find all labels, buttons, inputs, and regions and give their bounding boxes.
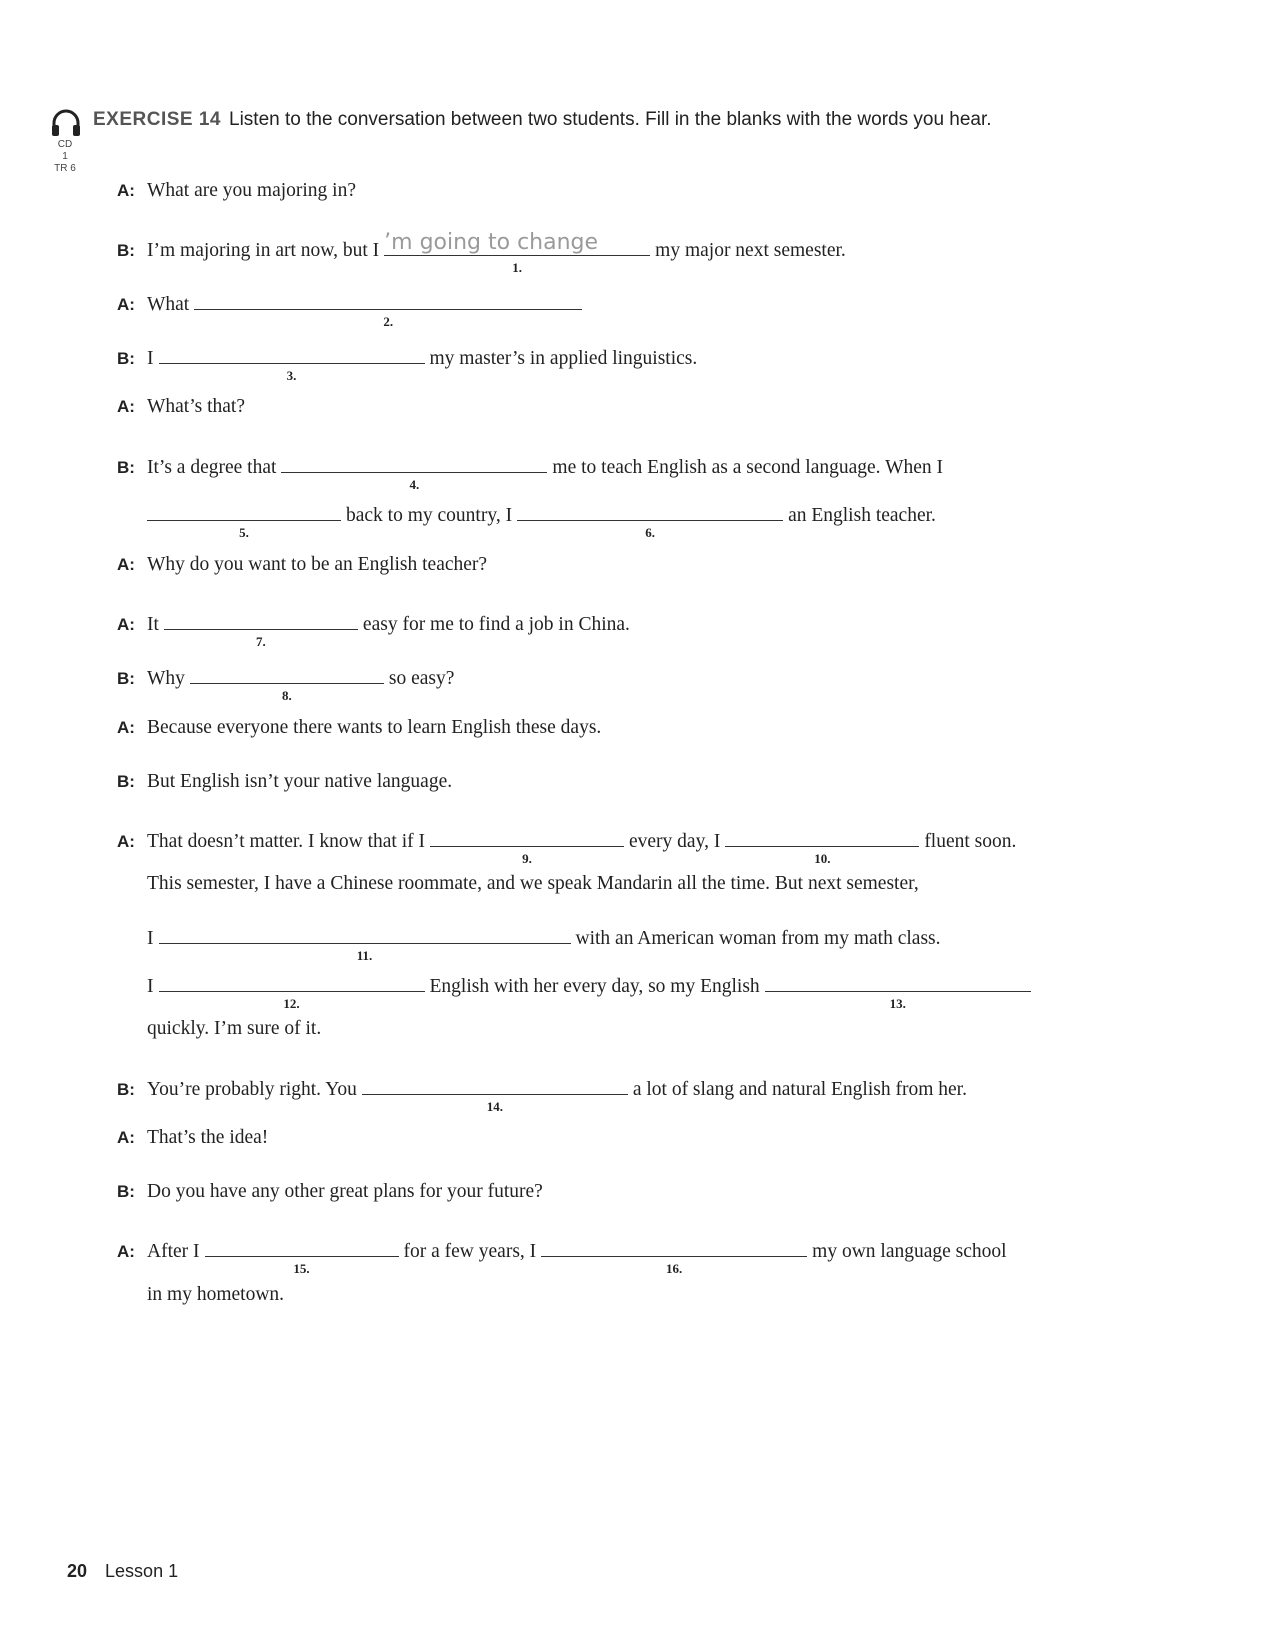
speaker-label: A: [117, 295, 135, 314]
blank-number: 14. [486, 1099, 503, 1114]
speaker-label: A: [117, 1242, 135, 1261]
line-text: with an American woman from my math class. [575, 928, 941, 949]
line-text: Why [147, 668, 185, 689]
line-text: quickly. I’m sure of it. [147, 1018, 322, 1039]
lesson-label: Lesson 1 [105, 1561, 179, 1581]
line-text: in my hometown. [147, 1284, 285, 1305]
speaker-label: A: [117, 718, 135, 737]
dialogue-line [117, 1073, 967, 1129]
blank-number: 13. [889, 996, 906, 1011]
line-text: That’s the idea! [147, 1127, 269, 1148]
speaker-label: B: [117, 1080, 135, 1099]
line-text: That doesn’t matter. I know that if I [147, 831, 425, 852]
cd-number: CD 1 [57, 139, 73, 162]
dialogue-line [147, 1284, 284, 1340]
line-text: fluent soon. [924, 831, 1017, 852]
dialogue-line [147, 873, 919, 929]
speaker-label: A: [117, 615, 135, 634]
dialogue-line [117, 342, 697, 398]
line-text: You’re probably right. You [147, 1079, 357, 1100]
dialogue-line [117, 1127, 268, 1183]
answer-blank-13[interactable] [765, 970, 1031, 1011]
dialogue-line [117, 608, 630, 664]
line-text: But English isn’t your native language. [147, 771, 453, 792]
blank-number: 11. [356, 948, 373, 963]
line-text: my major next semester. [655, 240, 846, 261]
answer-blank-12[interactable] [159, 970, 425, 1011]
exercise-instructions [93, 106, 993, 134]
line-text: I’m majoring in art now, but I [147, 240, 380, 261]
answer-blank-3[interactable] [159, 342, 425, 383]
line-text: my own language school [812, 1241, 1007, 1262]
line-text: a lot of slang and natural English from her. [632, 1079, 967, 1100]
line-text: me to teach English as a second language. When I [552, 457, 943, 478]
dialogue-line [117, 396, 245, 452]
answer-blank-5[interactable] [147, 499, 341, 540]
instruction-text: Listen to the conversation between two students. Fill in the blanks with the words you hear. [229, 109, 992, 130]
dialogue-line [117, 717, 601, 773]
line-text: It [147, 614, 159, 635]
dialogue-line [117, 662, 454, 718]
dialogue-line [117, 1235, 1007, 1291]
dialogue-line [117, 554, 487, 610]
exercise-label: EXERCISE 14 [93, 109, 221, 130]
answer-blank-6[interactable] [517, 499, 783, 540]
line-text: What’s that? [147, 396, 246, 417]
headphones-icon [50, 108, 82, 140]
dialogue-line [117, 180, 356, 236]
dialogue-line [117, 1181, 543, 1237]
cd-track-label [54, 139, 76, 175]
answer-blank-7[interactable] [164, 608, 358, 649]
answer-blank-14[interactable] [362, 1073, 628, 1114]
speaker-label: A: [117, 555, 135, 574]
speaker-label: B: [117, 1182, 135, 1201]
speaker-label: B: [117, 241, 135, 260]
line-text: After I [147, 1241, 200, 1262]
line-text: It’s a degree that [147, 457, 277, 478]
answer-blank-11[interactable] [159, 922, 571, 963]
line-text: What [147, 294, 190, 315]
speaker-label: B: [117, 772, 135, 791]
dialogue-line [147, 499, 936, 555]
line-text: an English teacher. [788, 505, 936, 526]
speaker-label: A: [117, 1128, 135, 1147]
answer-blank-9[interactable] [430, 825, 624, 866]
line-text: for a few years, I [403, 1241, 537, 1262]
speaker-label: B: [117, 669, 135, 688]
speaker-label: A: [117, 832, 135, 851]
line-text: I [147, 928, 154, 949]
answer-blank-2[interactable] [194, 288, 582, 329]
answer-blank-10[interactable] [725, 825, 919, 866]
dialogue-line [117, 771, 452, 827]
dialogue-line [117, 288, 587, 344]
handwritten-answer: ’m going to change [384, 230, 599, 255]
line-text: English with her every day, so my English [429, 976, 760, 997]
line-text: Because everyone there wants to learn English these days. [147, 717, 602, 738]
blank-number: 10. [814, 851, 831, 866]
blank-number: 6. [645, 525, 655, 540]
line-text: back to my country, I [346, 505, 513, 526]
track-number: TR 6 [54, 163, 76, 174]
speaker-label: A: [117, 397, 135, 416]
line-text: my master’s in applied linguistics. [429, 348, 698, 369]
dialogue-line [117, 230, 846, 290]
blank-number: 3. [286, 368, 297, 383]
blank-number: 12. [283, 996, 300, 1011]
blank-number: 16. [666, 1261, 683, 1276]
blank-number: 9. [522, 851, 532, 866]
line-text: Why do you want to be an English teacher? [147, 554, 488, 575]
line-text: This semester, I have a Chinese roommate, and we speak Mandarin all the time. But next semester, [147, 873, 919, 894]
blank-number: 15. [293, 1261, 310, 1276]
line-text: What are you majoring in? [147, 180, 357, 201]
line-text: I [147, 976, 154, 997]
page-footer [67, 1561, 178, 1582]
blank-number: 7. [256, 634, 266, 649]
blank-number: 1. [512, 260, 523, 275]
line-text: easy for me to find a job in China. [362, 614, 630, 635]
speaker-label: A: [117, 181, 135, 200]
line-text: I [147, 348, 154, 369]
blank-number: 4. [409, 477, 420, 492]
speaker-label: B: [117, 458, 135, 477]
speaker-label: B: [117, 349, 135, 368]
blank-number: 5. [239, 525, 249, 540]
line-text: every day, I [629, 831, 721, 852]
answer-blank-8[interactable] [190, 662, 384, 703]
line-text: so easy? [388, 668, 455, 689]
blank-number: 8. [282, 688, 292, 703]
line-text: Do you have any other great plans for your future? [147, 1181, 543, 1202]
answer-blank-16[interactable] [541, 1235, 807, 1276]
answer-blank-1[interactable] [384, 230, 650, 275]
answer-blank-4[interactable] [281, 451, 547, 492]
dialogue-line [147, 1018, 321, 1074]
page-number: 20 [67, 1561, 88, 1581]
answer-blank-15[interactable] [205, 1235, 399, 1276]
blank-number: 2. [383, 314, 394, 329]
